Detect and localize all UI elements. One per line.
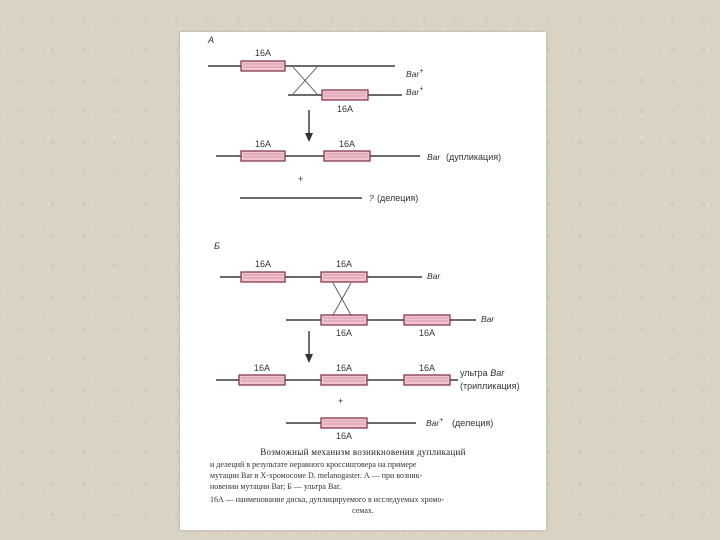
- row-note: (трипликация): [460, 381, 520, 391]
- segment-label: 16A: [338, 139, 356, 149]
- segment-label: 16A: [418, 363, 436, 373]
- row-tag: Bar+: [406, 86, 424, 97]
- segment-label: 16A: [253, 363, 271, 373]
- segment-16a: [321, 272, 367, 282]
- segment-16a: [241, 151, 285, 161]
- caption-line: мутации Bar в X-хромосоме D. melanogaster. А — при возник-: [210, 471, 423, 480]
- arrow-down-head: [305, 133, 313, 142]
- segment-16a: [321, 375, 367, 385]
- row-tag: Bar+: [406, 68, 424, 79]
- row-tag: ультра Bar: [460, 368, 505, 378]
- segment-label: 16A: [335, 259, 353, 269]
- segment-16a: [241, 272, 285, 282]
- segment-label: 16A: [254, 259, 272, 269]
- segment-16a: [324, 151, 370, 161]
- arrow-down-head: [305, 354, 313, 363]
- row-note: (делеция): [377, 193, 419, 203]
- row-tag: ?: [369, 193, 374, 203]
- segment-label: 16A: [418, 328, 436, 338]
- row-tag: Bar+: [426, 417, 444, 428]
- segment-label: 16A: [336, 104, 354, 114]
- row-note: (делеция): [452, 418, 494, 428]
- segment-16a: [321, 315, 367, 325]
- caption-line: 16А — наименование диска, дуплицируемого в исследуемых хромо-: [210, 495, 445, 504]
- segment-16a: [239, 375, 285, 385]
- caption-line: семах.: [352, 506, 374, 515]
- segment-label: 16A: [254, 48, 272, 58]
- row-tag: Bar: [427, 152, 441, 162]
- caption-line: и делеций в результате неравного кроссинговера на примере: [210, 460, 417, 469]
- segment-16a: [322, 90, 368, 100]
- segment-label: 16A: [335, 328, 353, 338]
- segment-16a: [404, 315, 450, 325]
- segment-16a: [241, 61, 285, 71]
- caption-title: Возможный механизм возникновения дупликаций: [260, 447, 466, 457]
- row-note: (дупликация): [446, 152, 502, 162]
- plus-sign: +: [338, 396, 344, 406]
- crossing-over-diagram: [180, 32, 546, 530]
- segment-16a: [404, 375, 450, 385]
- row-tag: Bar: [481, 314, 495, 324]
- segment-label: 16A: [254, 139, 272, 149]
- panel-a-label: А: [208, 35, 215, 45]
- plus-sign: +: [298, 174, 304, 184]
- panel-b-label: Б: [214, 241, 220, 251]
- segment-16a: [321, 418, 367, 428]
- segment-label: 16A: [335, 431, 353, 441]
- caption-line: новении мутации Bar; Б — ультра Bar.: [210, 482, 342, 491]
- diagram-sheet: [180, 32, 546, 530]
- row-tag: Bar: [427, 271, 441, 281]
- segment-label: 16A: [335, 363, 353, 373]
